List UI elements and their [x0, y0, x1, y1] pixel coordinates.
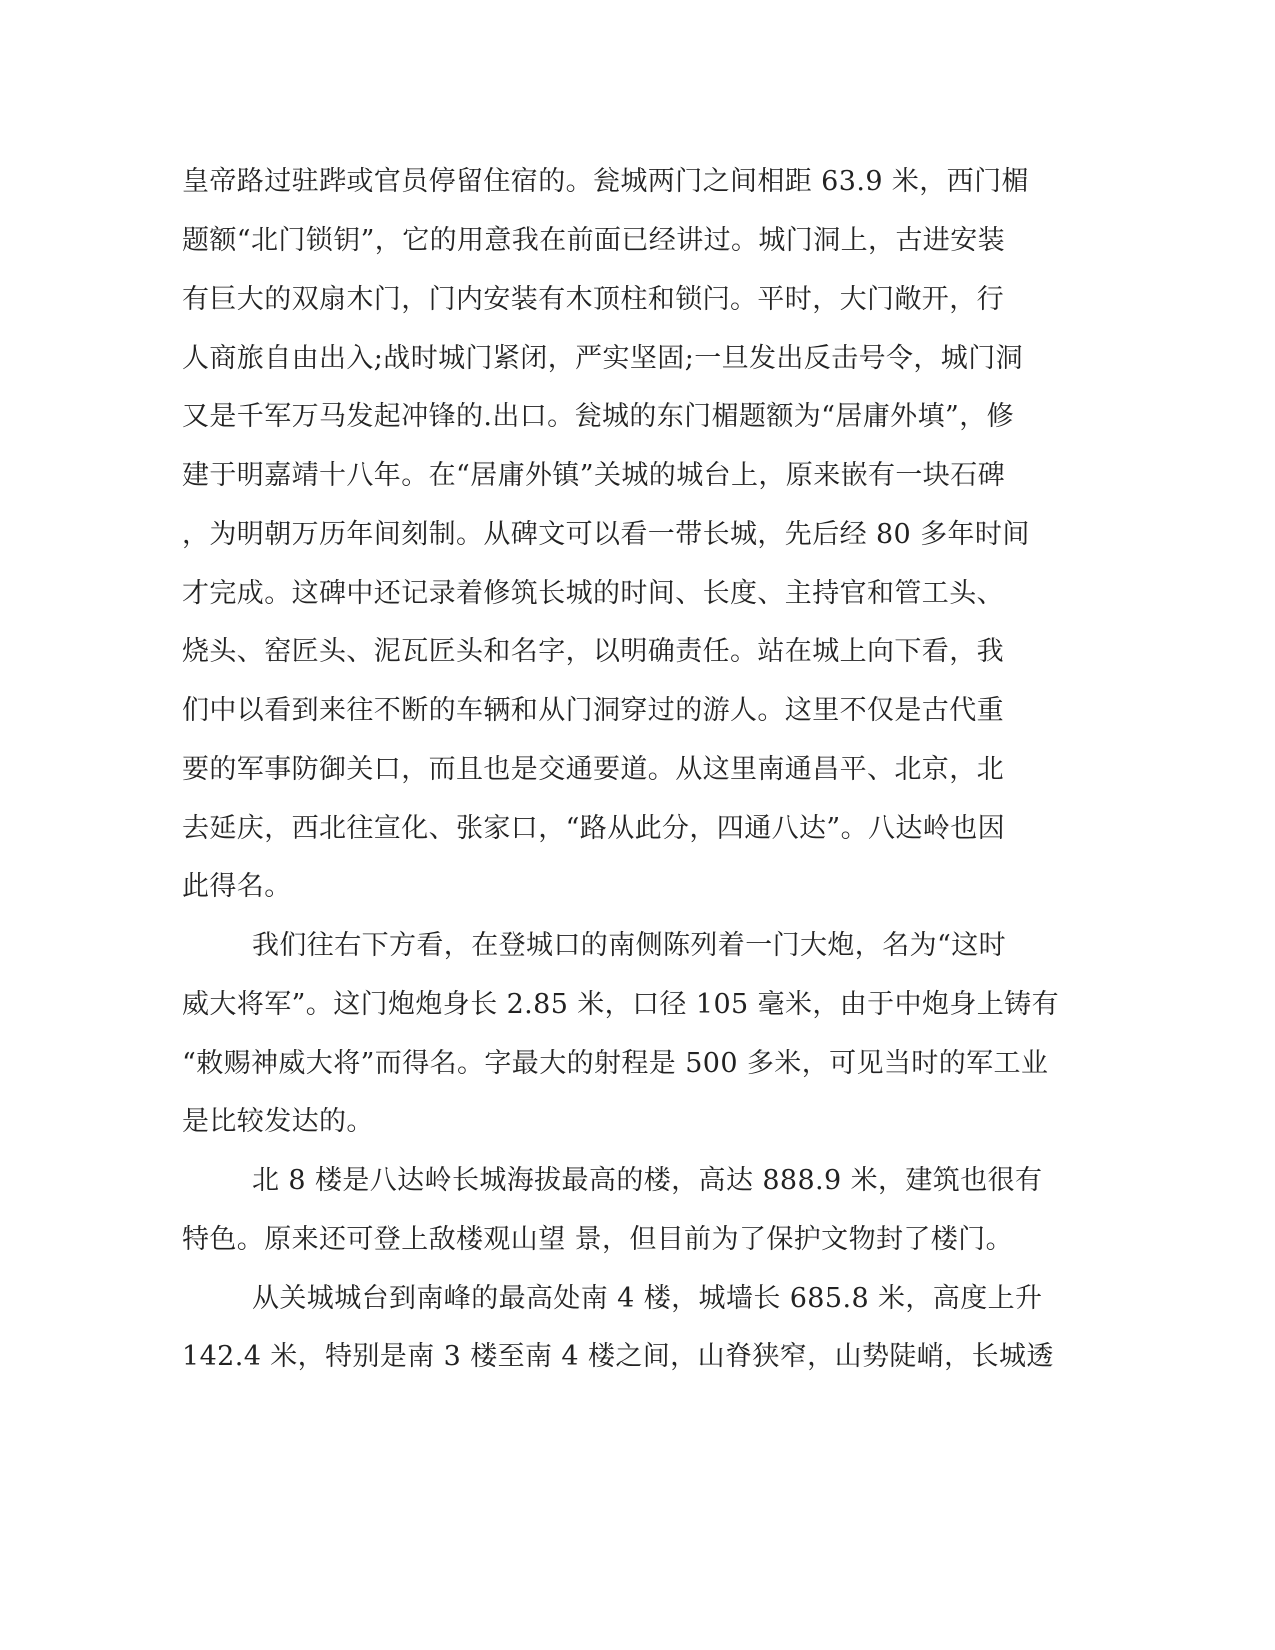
- text-line: 才完成。这碑中还记录着修筑长城的时间、长度、主持官和管工头、: [182, 578, 1004, 609]
- paragraph-first-line: 我们往右下方看，在登城口的南侧陈列着一门大炮，名为“这时: [252, 930, 1007, 961]
- text-line: 去延庆，西北往宣化、张家口，“路从此分，四通八达”。八达岭也因: [182, 813, 1006, 844]
- text-line: 题额“北门锁钥”，它的用意我在前面已经讲过。城门洞上，古进安装: [182, 225, 1006, 256]
- text-line: 人商旅自由出入;战时城门紧闭，严实坚固;一旦发出反击号令，城门洞: [182, 343, 1023, 374]
- paragraph-first-line: 从关城城台到南峰的最高处南 4 楼，城墙长 685.8 米，高度上升: [252, 1283, 1043, 1314]
- text-line: 要的军事防御关口，而且也是交通要道。从这里南通昌平、北京，北: [182, 754, 1004, 785]
- text-line: 烧头、窑匠头、泥瓦匠头和名字，以明确责任。站在城上向下看，我: [182, 636, 1004, 667]
- text-line: “敕赐神威大将”而得名。字最大的射程是 500 多米，可见当时的军工业: [182, 1048, 1049, 1079]
- text-line: 142.4 米，特别是南 3 楼至南 4 楼之间，山脊狭窄，山势陡峭，长城透: [182, 1341, 1054, 1372]
- text-line: 们中以看到来往不断的车辆和从门洞穿过的游人。这里不仅是古代重: [182, 695, 1004, 726]
- text-line: 皇帝路过驻跸或官员停留住宿的。瓮城两门之间相距 63.9 米，西门楣: [182, 166, 1029, 197]
- text-line: 是比较发达的。: [182, 1106, 374, 1137]
- text-line: 特色。原来还可登上敌楼观山望 景，但目前为了保护文物封了楼门。: [182, 1224, 1013, 1255]
- text-line: 威大将军”。这门炮炮身长 2.85 米，口径 105 毫米，由于中炮身上铸有: [182, 989, 1059, 1020]
- text-line: 又是千军万马发起冲锋的.出口。瓮城的东门楣题额为“居庸外填”，修: [182, 401, 1014, 432]
- text-line: 有巨大的双扇木门，门内安装有木顶柱和锁闩。平时，大门敞开，行: [182, 284, 1004, 315]
- paragraph-first-line: 北 8 楼是八达岭长城海拔最高的楼，高达 888.9 米，建筑也很有: [252, 1165, 1043, 1196]
- text-line: 建于明嘉靖十八年。在“居庸外镇”关城的城台上，原来嵌有一块石碑: [182, 460, 1006, 491]
- text-line: ，为明朝万历年间刻制。从碑文可以看一带长城，先后经 80 多年时间: [182, 519, 1030, 550]
- text-line: 此得名。: [182, 871, 292, 902]
